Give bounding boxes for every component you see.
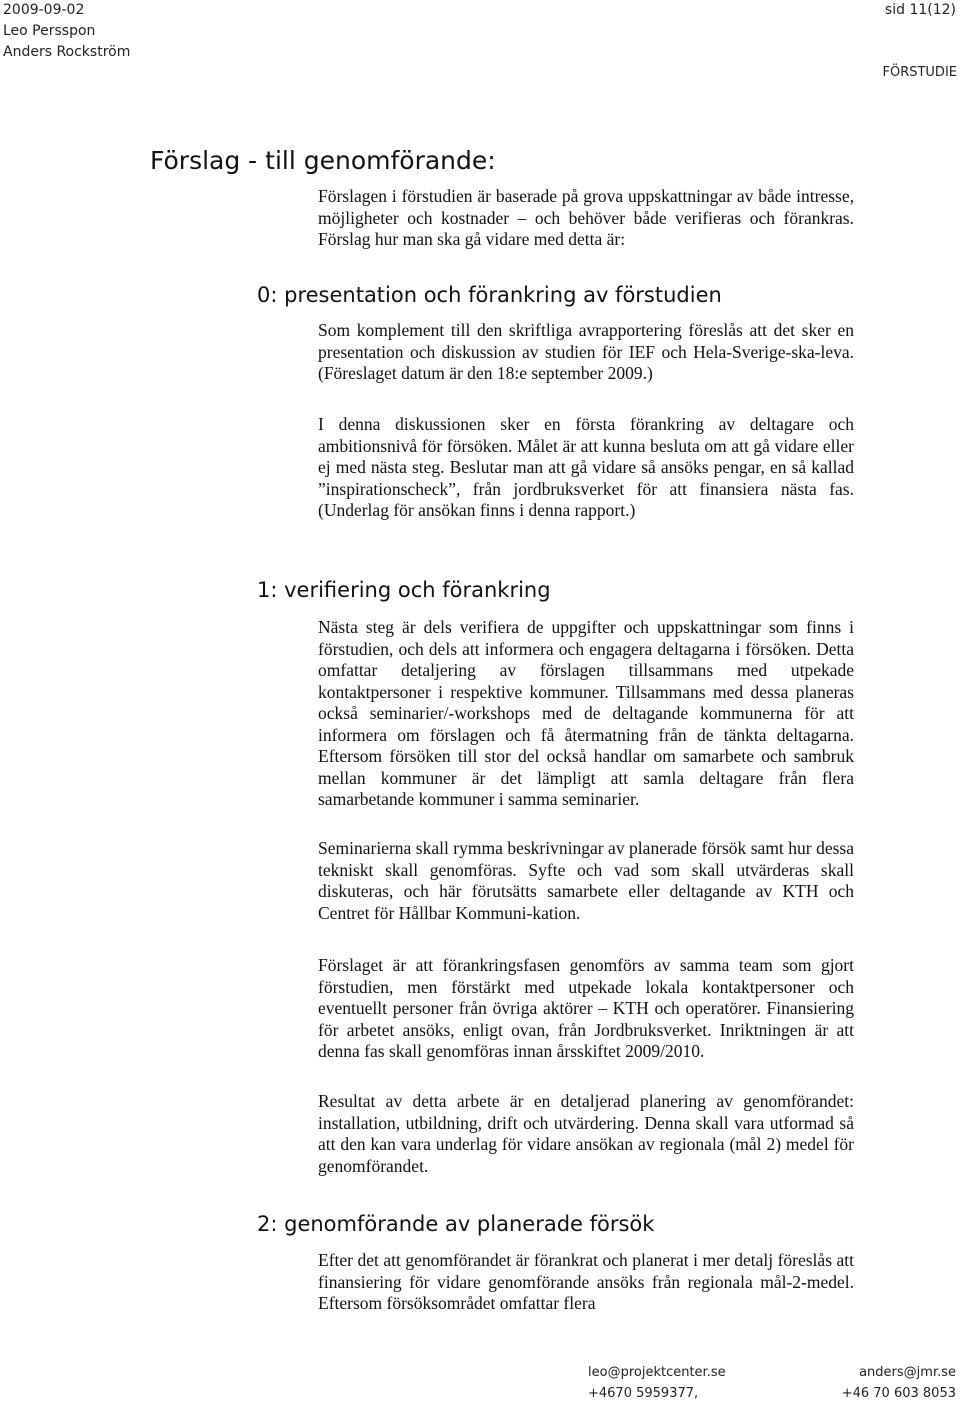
section-0-paragraph-1: Som komplement till den skriftliga avrapportering föreslås att det sker en presentation och diskussion av studien för IEF och Hela-Sverige-ska-leva. (Föreslaget datum är den 18:e september 2009.) — [318, 320, 854, 383]
section-1-heading: 1: verifiering och förankring — [257, 578, 551, 602]
footer-contact-leo — [588, 1362, 726, 1404]
intro-paragraph: Förslagen i förstudien är baserade på grova uppskattningar av både intresse, möjligheter och kostnader – och behöver både verifieras och förankras. Förslag hur man ska gå vidare med detta är: — [318, 186, 854, 249]
footer-email-2: anders@jmr.se — [859, 1365, 956, 1380]
footer-email-1: leo@projektcenter.se — [588, 1365, 726, 1380]
header-document-label: FÖRSTUDIE — [882, 65, 957, 80]
section-2-paragraph-1: Efter det att genomförandet är förankrat och planerat i mer detalj föreslås att finansiering för vidare genomförande ansöks från regionala mål-2-medel. Eftersom försöksområdet omfattar flera — [318, 1250, 854, 1313]
header-author-2: Anders Rockström — [3, 44, 131, 60]
section-1-paragraph-3: Förslaget är att förankringsfasen genomförs av samma team som gjort förstudien, men förstärkt med utpekade lokala kontaktpersoner och eventuellt personer från övriga aktörer – KTH och operatörer. Finansiering för arbetet ansöks, enligt ovan, från Jordbruksverket. Inriktningen är att denna fas skall genomföras innan årsskiftet 2009/2010. — [318, 955, 854, 1061]
header-author-1: Leo Persspon — [3, 23, 96, 39]
footer-phone-2: +46 70 603 8053 — [841, 1386, 956, 1401]
header-left — [3, 0, 130, 63]
header-date: 2009-09-02 — [3, 2, 85, 18]
header-page-number: sid 11(12) — [884, 2, 956, 18]
section-1-paragraph-4: Resultat av detta arbete är en detaljerad planering av genomförandet: installation, utbildning, drift och utvärdering. Denna skall vara utformad så att den kan vara underlag för vidare ansökan av regionala (mål 2) medel för genomförandet. — [318, 1091, 854, 1176]
section-2-heading: 2: genomförande av planerade försök — [257, 1212, 655, 1236]
section-1-paragraph-2: Seminarierna skall rymma beskrivningar av planerade försök samt hur dessa tekniskt skall genomföras. Syfte och vad som skall utvärderas skall diskuteras, och här förutsätts samarbete eller deltagande av KTH och Centret för Hållbar Kommuni-kation. — [318, 838, 854, 923]
page-title: Förslag - till genomförande: — [150, 146, 496, 175]
footer-contact-anders — [842, 1362, 956, 1404]
footer-phone-1: +4670 5959377, — [588, 1386, 699, 1401]
section-0-heading: 0: presentation och förankring av förstudien — [257, 283, 722, 307]
section-0-paragraph-2: I denna diskussionen sker en första förankring av deltagare och ambitionsnivå för försöken. Målet är att kunna besluta om att gå vidare eller ej med nästa steg. Beslutar man att gå vidare så ansöks pengar, en så kallad ”inspirationscheck”, från jordbruksverket för att finansiera nästa fas. (Underlag för ansökan finns i denna rapport.) — [318, 414, 854, 520]
section-1-paragraph-1: Nästa steg är dels verifiera de uppgifter och uppskattningar som finns i förstudien, och dels att informera och engagera deltagarna i försöken. Detta omfattar detaljering av förslagen tillsammans med utpekade kontaktpersoner i respektive kommuner. Tillsammans med dessa planeras också seminarier/-workshops med de deltagande kommunerna för att informera om förslagen och få återmatning från de tänkta deltagarna. Eftersom försöken till stor del också handlar om samarbete och sambruk mellan kommuner är det lämpligt att samla deltagare från flera samarbetande kommuner i samma seminarier. — [318, 617, 854, 809]
